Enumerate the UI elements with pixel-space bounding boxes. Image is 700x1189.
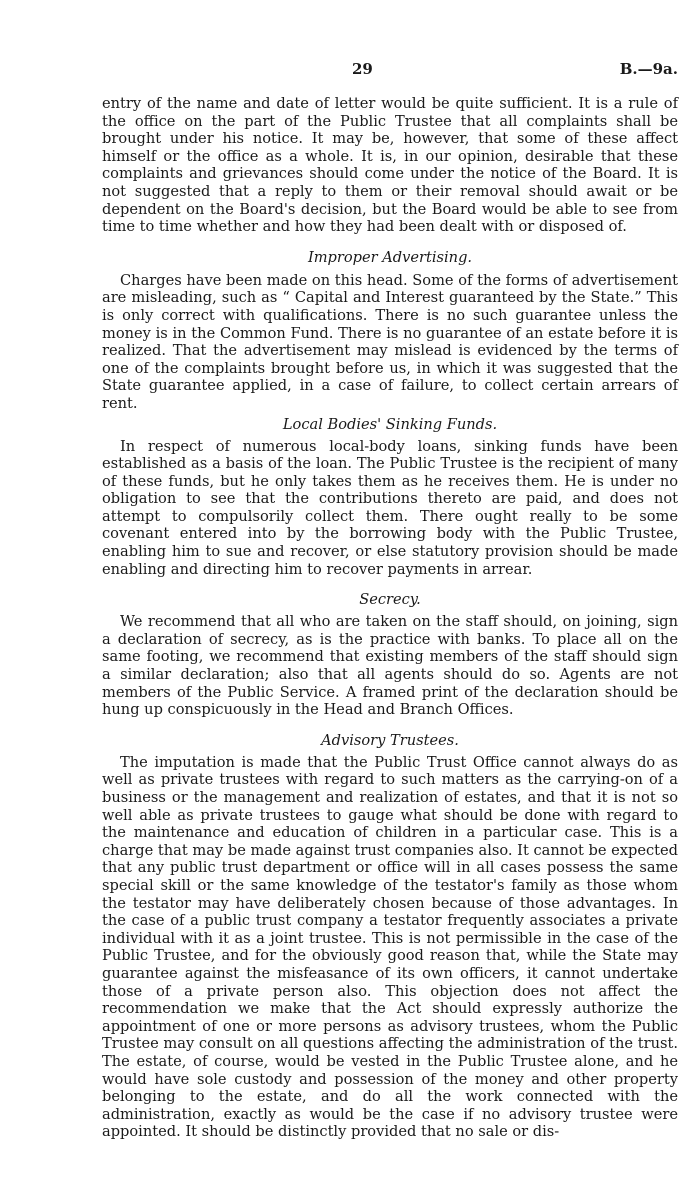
heading-sinking-funds: Local Bodies' Sinking Funds. (282, 415, 498, 433)
document-code: B.—9a. (619, 60, 678, 78)
paragraph-secrecy: We recommend that all who are taken on the staff should, on joining, sign a declaration of secrecy, as is the practice with banks. To place all on the same footing, we recommend that existing members of the staff should sign a similar declaration; also that all agents should do so. Agents are not members of the Public Service. A framed print of the declaration should be hung up conspicuously in the Head and Branch Offices. (102, 613, 678, 719)
paragraph-sinking-funds: In respect of numerous local-body loans, sinking funds have been established as a basis of the loan. The Public Trustee is the recipient of many of these funds, but he only takes them as he receives them. He is under no obligation to see that the contributions thereto are paid, and does not attempt to compulsorily collect them. There ought really to be some covenant entered into by the borrowing body with the Public Trustee, enabling him to sue and recover, or else statutory provision should be made enabling and directing him to recover payments in arrear. (102, 437, 678, 578)
paragraph-improper-advertising: Charges have been made on this head. Some of the forms of advertisement are misleading, such as “ Capital and Interest guaranteed by the State.” This is only correct with qualifications. There is no such guarantee unless the money is in the Common Fund. There is no guarantee of an estate before it is realized. That the advertisement may mislead is evidenced by the terms of one of the complaints brought before us, in which it was suggested that the State guarantee applied, in a case of failure, to collect certain arrears of rent. (102, 271, 678, 412)
heading-advisory-trustees: Advisory Trustees. (321, 731, 459, 749)
heading-improper-advertising: Improper Advertising. (307, 248, 473, 266)
document-body (102, 95, 678, 1141)
paragraph-advisory-trustees: The imputation is made that the Public Trust Office cannot always do as well as private trustees with regard to such matters as the carrying-on of a business or the management and realization of estates, and that it is not so well able as private trustees to gauge what should be done with regard to the maintenance and education of children in a particular case. This is a charge that may be made against trust companies also. It cannot be expected that any public trust department or office will in all cases possess the same special skill or the same knowledge of the testator's family as those whom the testator may have deliberately chosen because of those advantages. In the case of a public trust company a testator frequently associates a private individual with it as a joint trustee. This is not permissible in the case of the Public Trustee, and for the obviously good reason that, while the State may guarantee against the misfeasance of its own officers, it cannot undertake those of a private person also. This objection does not affect the recommendation we make that the Act should expressly authorize the appointment of one or more persons as advisory trustees, whom the Public Trustee may consult on all questions affecting the administration of the trust. The estate, of course, would be vested in the Public Trustee alone, and he would have sole custody and possession of the money and other property belonging to the estate, and do all the work connected with the administration, exactly as would be the case if no advisory trustee were appointed. It should be distinctly provided that no sale or dis- (102, 753, 678, 1141)
page-header (0, 60, 700, 84)
intro-paragraph: entry of the name and date of letter would be quite sufficient. It is a rule of the office on the part of the Public Trustee that all complaints shall be brought under his notice. It may be, however, that some of these affect himself or the office as a whole. It is, in our opinion, desirable that these complaints and grievances should come under the notice of the Board. It is not suggested that a reply to them or their removal should await or be dependent on the Board's decision, but the Board would be able to see from time to time whether and how they had been dealt with or disposed of. (102, 95, 678, 236)
page-number: 29 (352, 60, 373, 78)
heading-secrecy: Secrecy. (359, 591, 421, 609)
